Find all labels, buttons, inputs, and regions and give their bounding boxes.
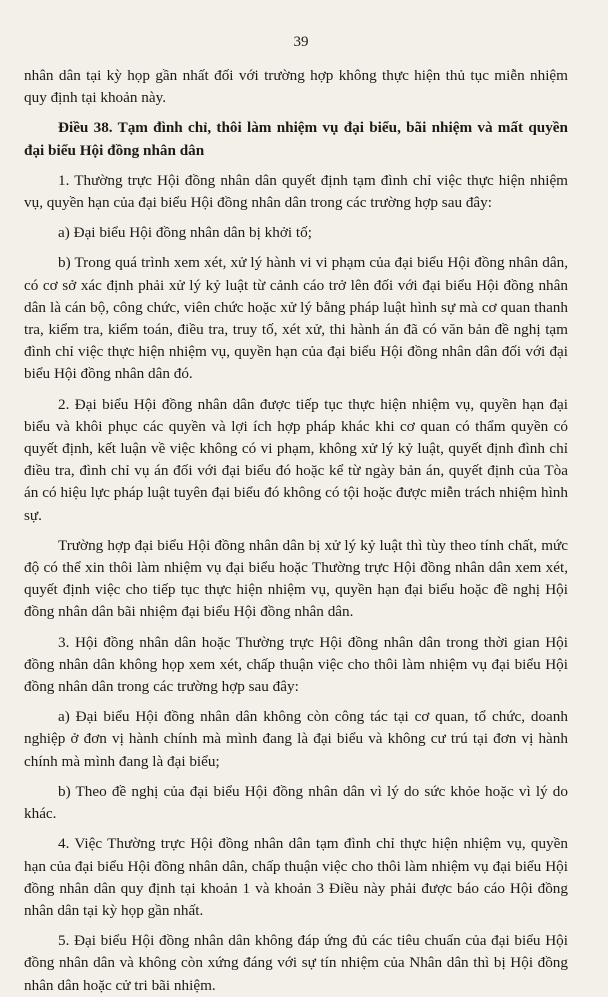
article-38-heading: Điều 38. Tạm đình chỉ, thôi làm nhiệm vụ đại biểu, bãi nhiệm và mất quyền đại biểu Hội đồng nhân dân xyxy=(24,119,568,159)
clause-2-continued: Trường hợp đại biểu Hội đồng nhân dân bị xử lý kỷ luật thì tùy theo tính chất, mức độ có thể xin thôi làm nhiệm vụ đại biểu hoặc Thường trực Hội đồng nhân dân xem xét, quyết định việc cho tiếp tục thực hiện nhiệm vụ, quyền hạn đại biểu hoặc đề nghị Hội đồng nhân dân bãi nhiệm đại biểu Hội đồng nhân dân. xyxy=(24,536,568,621)
page-number: 39 xyxy=(293,34,309,50)
clause-3b: b) Theo đề nghị của đại biểu Hội đồng nhân dân vì lý do sức khỏe hoặc vì lý do khác. xyxy=(24,782,568,823)
clause-1a: a) Đại biểu Hội đồng nhân dân bị khởi tố; xyxy=(58,224,312,242)
clause-1: 1. Thường trực Hội đồng nhân dân quyết định tạm đình chỉ việc thực hiện nhiệm vụ, quyền hạn của đại biểu Hội đồng nhân dân trong các trường hợp sau đây: xyxy=(24,171,568,212)
clause-3a: a) Đại biểu Hội đồng nhân dân không còn công tác tại cơ quan, tổ chức, doanh nghiệp ở đơn vị hành chính mà mình đang là đại biểu và không cư trú tại đơn vị hành chính mà mình đang là đại biểu; xyxy=(24,708,568,770)
clause-3: 3. Hội đồng nhân dân hoặc Thường trực Hội đồng nhân dân trong thời gian Hội đồng nhân dân không họp xem xét, chấp thuận việc cho thôi làm nhiệm vụ đại biểu Hội đồng nhân dân trong các trường hợp sau đây: xyxy=(24,633,568,696)
clause-2: 2. Đại biểu Hội đồng nhân dân được tiếp tục thực hiện nhiệm vụ, quyền hạn đại biểu và khôi phục các quyền và lợi ích hợp pháp khác khi cơ quan có thẩm quyền có quyết định, kết luận về việc không có vi phạm, không xử lý kỷ luật, quyết định đình chỉ điều tra, đình chỉ vụ án đối với đại biểu đó hoặc kể từ ngày bản án, quyết định của Tòa án có hiệu lực pháp luật tuyên đại biểu đó không có tội hoặc được miễn trách nhiệm hình sự. xyxy=(24,395,568,524)
paragraph-continuation: nhân dân tại kỳ họp gần nhất đối với trường hợp không thực hiện thủ tục miễn nhiệm quy định tại khoản này. xyxy=(24,67,568,107)
clause-1b: b) Trong quá trình xem xét, xử lý hành vi vi phạm của đại biểu Hội đồng nhân dân, có cơ sở xác định phải xử lý kỷ luật từ cảnh cáo trở lên đối với đại biểu Hội đồng nhân dân là cán bộ, công chức, viên chức hoặc xử lý bằng pháp luật hình sự mà cơ quan thanh tra, kiểm tra, kiểm toán, điều tra, truy tố, xét xử, thi hành án đã có văn bản đề nghị tạm đình chỉ việc thực hiện nhiệm vụ, quyền hạn của đại biểu Hội đồng nhân dân đối với đại biểu Hội đồng nhân dân đó. xyxy=(24,254,568,383)
clause-5: 5. Đại biểu Hội đồng nhân dân không đáp ứng đủ các tiêu chuẩn của đại biểu Hội đồng nhân dân và không còn xứng đáng với sự tín nhiệm của Nhân dân thì bị Hội đồng nhân dân hoặc cử tri bãi nhiệm. xyxy=(24,932,568,994)
clause-4: 4. Việc Thường trực Hội đồng nhân dân tạm đình chỉ thực hiện nhiệm vụ, quyền hạn của đại biểu Hội đồng nhân dân, chấp thuận việc cho thôi làm nhiệm vụ đại biểu Hội đồng nhân dân quy định tại khoản 1 và khoản 3 Điều này phải được báo cáo Hội đồng nhân dân tại kỳ họp gần nhất. xyxy=(24,835,568,919)
